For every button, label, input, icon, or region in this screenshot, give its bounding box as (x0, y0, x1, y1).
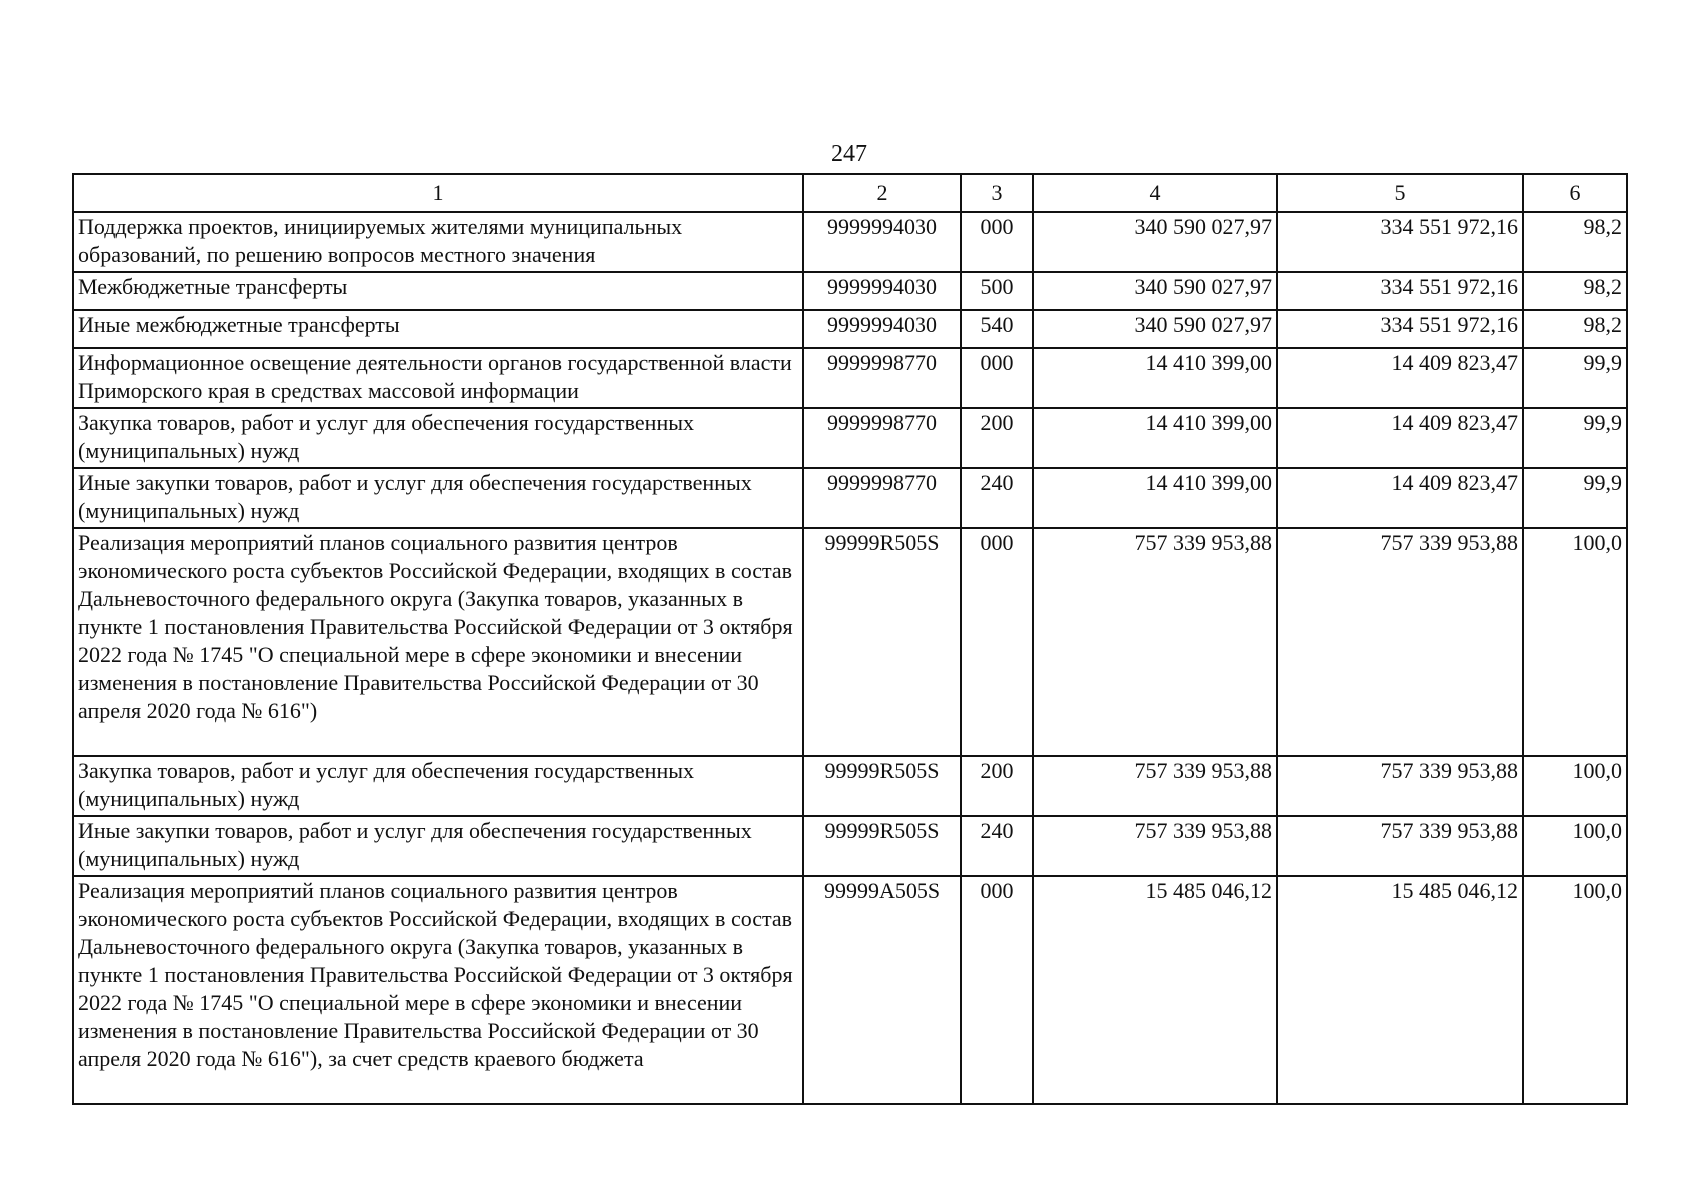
row-code: 9999994030 (803, 310, 961, 348)
row-percent: 98,2 (1523, 310, 1627, 348)
header-col-6: 6 (1523, 174, 1627, 212)
row-type: 000 (961, 348, 1033, 408)
row-percent: 98,2 (1523, 272, 1627, 310)
row-actual: 334 551 972,16 (1277, 272, 1523, 310)
row-percent: 99,9 (1523, 468, 1627, 528)
row-type: 200 (961, 756, 1033, 816)
row-actual: 757 339 953,88 (1277, 756, 1523, 816)
row-code: 9999998770 (803, 408, 961, 468)
row-percent: 100,0 (1523, 528, 1627, 756)
row-plan: 757 339 953,88 (1033, 816, 1277, 876)
row-type: 240 (961, 468, 1033, 528)
row-plan: 340 590 027,97 (1033, 272, 1277, 310)
row-actual: 757 339 953,88 (1277, 528, 1523, 756)
table-row (73, 528, 1627, 756)
row-type: 000 (961, 212, 1033, 272)
row-percent: 99,9 (1523, 348, 1627, 408)
row-plan: 757 339 953,88 (1033, 756, 1277, 816)
table-row (73, 468, 1627, 528)
row-code: 99999R505S (803, 528, 961, 756)
row-name: Закупка товаров, работ и услуг для обеспечения государственных (муниципальных) нужд (73, 408, 803, 468)
row-code: 9999998770 (803, 348, 961, 408)
row-percent: 100,0 (1523, 816, 1627, 876)
header-col-4: 4 (1033, 174, 1277, 212)
header-row (73, 174, 1627, 212)
table-row (73, 310, 1627, 348)
row-plan: 15 485 046,12 (1033, 876, 1277, 1104)
row-type: 000 (961, 876, 1033, 1104)
row-code: 99999R505S (803, 756, 961, 816)
budget-table (72, 173, 1628, 1105)
row-actual: 14 409 823,47 (1277, 468, 1523, 528)
row-code: 9999994030 (803, 212, 961, 272)
row-plan: 14 410 399,00 (1033, 408, 1277, 468)
row-name: Иные межбюджетные трансферты (73, 310, 803, 348)
row-actual: 757 339 953,88 (1277, 816, 1523, 876)
row-actual: 15 485 046,12 (1277, 876, 1523, 1104)
row-plan: 14 410 399,00 (1033, 348, 1277, 408)
row-code: 99999A505S (803, 876, 961, 1104)
table-body (73, 212, 1627, 1104)
row-code: 9999998770 (803, 468, 961, 528)
table-row (73, 272, 1627, 310)
row-actual: 334 551 972,16 (1277, 310, 1523, 348)
row-plan: 14 410 399,00 (1033, 468, 1277, 528)
table-header (73, 174, 1627, 212)
row-type: 240 (961, 816, 1033, 876)
table-row (73, 816, 1627, 876)
table-row (73, 408, 1627, 468)
header-col-3: 3 (961, 174, 1033, 212)
row-name: Информационное освещение деятельности органов государственной власти Приморского края в средствах массовой информации (73, 348, 803, 408)
row-name: Иные закупки товаров, работ и услуг для обеспечения государственных (муниципальных) нужд (73, 468, 803, 528)
header-col-5: 5 (1277, 174, 1523, 212)
row-actual: 334 551 972,16 (1277, 212, 1523, 272)
row-code: 99999R505S (803, 816, 961, 876)
table-row (73, 348, 1627, 408)
row-plan: 340 590 027,97 (1033, 310, 1277, 348)
row-type: 200 (961, 408, 1033, 468)
row-name: Реализация мероприятий планов социального развития центров экономического роста субъектов Российской Федерации, входящих в состав Дальневосточного федерального округа (Закупка товаров, указанных в пункте 1 постановления Правительства Российской Федерации от 3 октября 2022 года № 1745 "О специальной мере в сфере экономики и внесении изменения в постановление Правительства Российской Федерации от 30 апреля 2020 года № 616") (73, 528, 803, 756)
header-col-1: 1 (73, 174, 803, 212)
row-type: 500 (961, 272, 1033, 310)
row-type: 000 (961, 528, 1033, 756)
page-number: 247 (831, 141, 867, 167)
table-row (73, 876, 1627, 1104)
row-name: Иные закупки товаров, работ и услуг для обеспечения государственных (муниципальных) нужд (73, 816, 803, 876)
row-percent: 98,2 (1523, 212, 1627, 272)
row-type: 540 (961, 310, 1033, 348)
row-name: Закупка товаров, работ и услуг для обеспечения государственных (муниципальных) нужд (73, 756, 803, 816)
row-code: 9999994030 (803, 272, 961, 310)
row-actual: 14 409 823,47 (1277, 408, 1523, 468)
row-percent: 99,9 (1523, 408, 1627, 468)
row-actual: 14 409 823,47 (1277, 348, 1523, 408)
table-row (73, 756, 1627, 816)
row-percent: 100,0 (1523, 756, 1627, 816)
row-plan: 340 590 027,97 (1033, 212, 1277, 272)
table-row (73, 212, 1627, 272)
row-plan: 757 339 953,88 (1033, 528, 1277, 756)
row-percent: 100,0 (1523, 876, 1627, 1104)
row-name: Реализация мероприятий планов социального развития центров экономического роста субъектов Российской Федерации, входящих в состав Дальневосточного федерального округа (Закупка товаров, указанных в пункте 1 постановления Правительства Российской Федерации от 3 октября 2022 года № 1745 "О специальной мере в сфере экономики и внесении изменения в постановление Правительства Российской Федерации от 30 апреля 2020 года № 616"), за счет средств краевого бюджета (73, 876, 803, 1104)
row-name: Поддержка проектов, инициируемых жителями муниципальных образований, по решению вопросов местного значения (73, 212, 803, 272)
row-name: Межбюджетные трансферты (73, 272, 803, 310)
header-col-2: 2 (803, 174, 961, 212)
